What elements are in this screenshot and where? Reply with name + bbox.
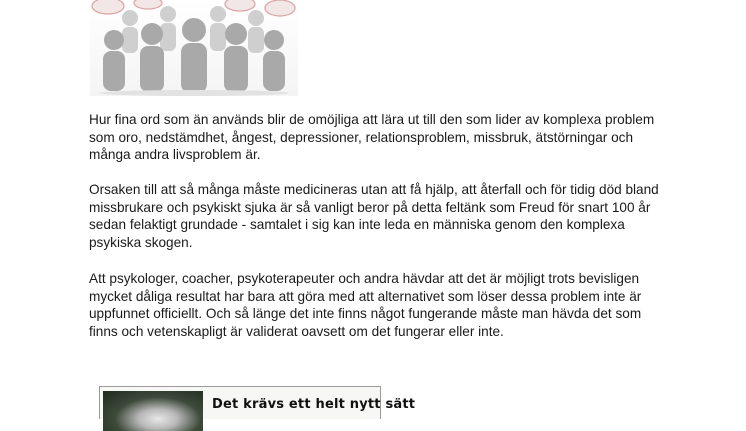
bottom-illustration bbox=[99, 386, 416, 419]
paragraph-2: Orsaken till att så många måste medicineras utan att få hjälp, att återfall och för tidig död bland missbrukare och psykiskt sjuka är så vanligt beror på detta feltänk som Freud för snart 100 år sedan felaktigt grundade - samtalet i sig kan inte leda en människa genom den komplexa psykiska skogen. bbox=[89, 182, 659, 250]
bottom-illustration-photo bbox=[103, 391, 203, 431]
paragraph-3: Att psykologer, coacher, psykoterapeuter och andra hävdar att det är möjligt trots bevisligen mycket dåliga resultat har bara att göra med att alternativet som löser dessa problem inte är uppfunnet officiellt. Och så länge det inte finns något fungerande måste man hävda det som finns och vetenskapligt är validerat oavsett om det fungerar eller inte. bbox=[89, 271, 642, 339]
bottom-illustration-caption: Det krävs ett helt nytt sätt bbox=[212, 397, 416, 412]
top-illustration-people-speech-bubbles bbox=[90, 0, 298, 96]
people-group-icon bbox=[90, 0, 298, 96]
paragraph-1: Hur fina ord som än används blir de omöjliga att lära ut till den som lider av komplexa problem som oro, nedstämdhet, ångest, depressioner, relationsproblem, missbruk, ätstörningar och många andra livsproblem är. bbox=[89, 112, 655, 163]
